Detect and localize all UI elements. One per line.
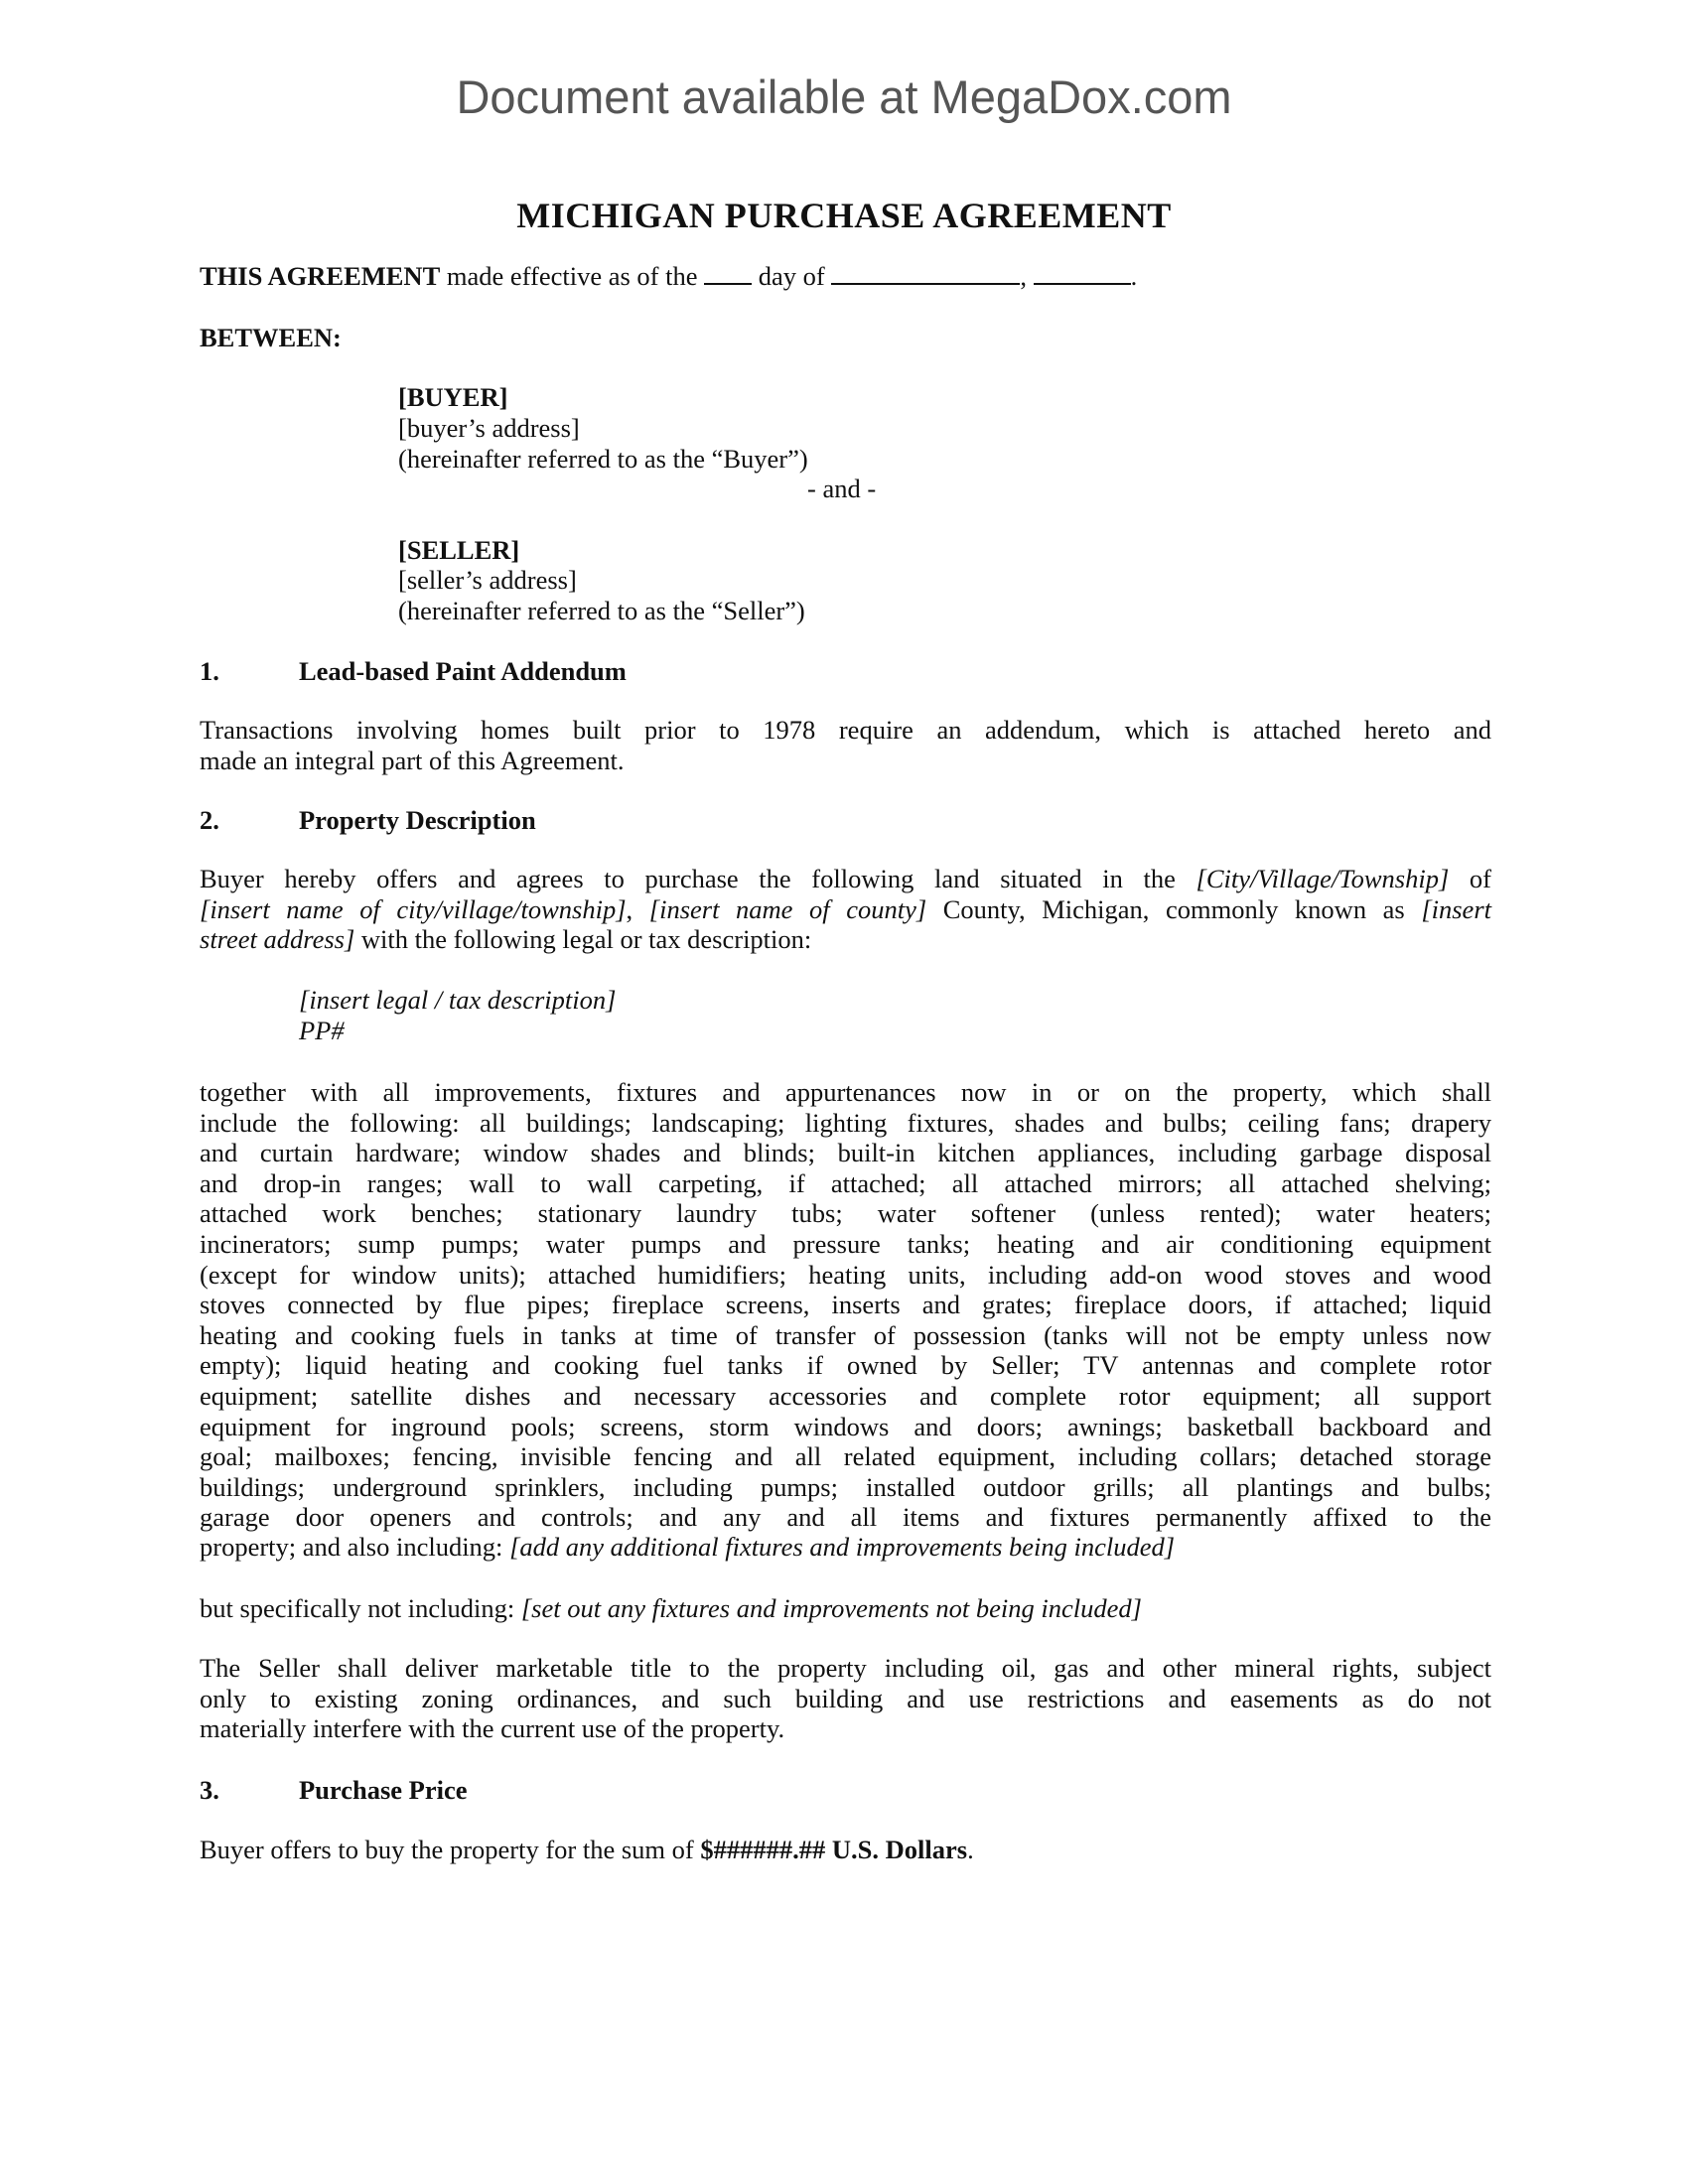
paragraph-line: heating and cooking fuels in tanks at time of transfer of possession (tanks will not be empty unless now — [200, 1319, 1491, 1350]
placeholder-text: [insert name of county] — [648, 894, 927, 924]
text: , — [626, 894, 649, 924]
seller-address: [seller’s address] — [398, 565, 577, 595]
section-3-heading — [200, 1775, 1491, 1806]
placeholder-text: [set out any fixtures and improvements not being included] — [520, 1593, 1142, 1623]
buyer-address: [buyer’s address] — [398, 413, 580, 443]
text: Buyer offers to buy the property for the sum of — [200, 1835, 701, 1864]
text: but specifically not including: — [200, 1593, 521, 1623]
paragraph-line: stoves connected by flue pipes; fireplace screens, inserts and grates; fireplace doors, if attached; liquid — [200, 1290, 1491, 1320]
paragraph-line — [200, 894, 1491, 925]
paragraph-line: garage door openers and controls; and any and all items and fixtures permanently affixed to the — [200, 1502, 1491, 1533]
paragraph-line: Transactions involving homes built prior to 1978 require an addendum, which is attached hereto and — [200, 715, 1491, 745]
intro-text: , — [1020, 261, 1034, 291]
paragraph-line: equipment for inground pools; screens, storm windows and doors; awnings; basketball backboard and — [200, 1411, 1491, 1441]
placeholder-text: street address] — [200, 924, 355, 954]
purchase-price-line — [200, 1835, 1491, 1865]
pp-number-placeholder: PP# — [299, 1016, 345, 1045]
paragraph-line — [200, 924, 1491, 955]
text: Buyer hereby offers and agrees to purchase the following land situated in the — [200, 864, 1196, 893]
paragraph-line: only to existing zoning ordinances, and such building and use restrictions and easements as do not — [200, 1683, 1491, 1713]
seller-reference: (hereinafter referred to as the “Seller”) — [398, 596, 805, 625]
day-blank — [704, 261, 752, 285]
paragraph-line — [200, 1532, 1491, 1563]
effective-date-line — [200, 261, 1491, 292]
intro-bold: THIS AGREEMENT — [200, 261, 441, 291]
text: . — [967, 1835, 974, 1864]
paragraph-line: include the following: all buildings; landscaping; lighting fixtures, shades and bulbs; ceiling fans; drapery — [200, 1107, 1491, 1138]
buyer-reference: (hereinafter referred to as the “Buyer”) — [398, 444, 808, 474]
exclusions-line — [200, 1593, 1491, 1624]
intro-text: . — [1130, 261, 1138, 291]
intro-text: day of — [752, 261, 832, 291]
paragraph-line: and curtain hardware; window shades and blinds; built-in kitchen appliances, including garbage disposal — [200, 1138, 1491, 1168]
text: County, Michigan, commonly known as — [926, 894, 1422, 924]
month-blank — [831, 261, 1020, 285]
placeholder-text: [add any additional fixtures and improvements being included] — [509, 1532, 1176, 1562]
paragraph-line: together with all improvements, fixtures and appurtenances now in or on the property, which shall — [200, 1077, 1491, 1107]
buyer-name: [BUYER] — [398, 382, 508, 412]
year-blank — [1034, 261, 1131, 285]
section-title: Lead-based Paint Addendum — [299, 656, 627, 686]
paragraph-line: equipment; satellite dishes and necessary accessories and complete rotor equipment; all support — [200, 1381, 1491, 1411]
paragraph-line: (except for window units); attached humidifiers; heating units, including add-on wood stoves and wood — [200, 1259, 1491, 1290]
paragraph-line: buildings; underground sprinklers, including pumps; installed outdoor grills; all plantings and bulbs; — [200, 1471, 1491, 1502]
intro-text: made effective as of the — [440, 261, 705, 291]
section-number: 2. — [200, 805, 219, 835]
and-separator: - and - — [807, 474, 877, 503]
section-number: 1. — [200, 656, 219, 686]
paragraph-line: empty); liquid heating and cooking fuel tanks if owned by Seller; TV antennas and complete rotor — [200, 1350, 1491, 1381]
paragraph-line — [200, 864, 1491, 894]
section-number: 3. — [200, 1775, 219, 1805]
paragraph-line: made an integral part of this Agreement. — [200, 745, 625, 775]
text: with the following legal or tax description: — [354, 924, 812, 954]
between-label: BETWEEN: — [200, 323, 342, 352]
paragraph-line: and drop-in ranges; wall to wall carpeting, if attached; all attached mirrors; all attached shelving; — [200, 1167, 1491, 1198]
placeholder-text: [City/Village/Township] — [1196, 864, 1450, 893]
section-2-heading — [200, 805, 1491, 836]
price-amount: $######.## U.S. Dollars — [700, 1835, 968, 1864]
watermark-header: Document available at MegaDox.com — [456, 70, 1232, 123]
paragraph-line: goal; mailboxes; fencing, invisible fencing and all related equipment, including collars; detached storage — [200, 1441, 1491, 1472]
document-title: MICHIGAN PURCHASE AGREEMENT — [516, 196, 1172, 235]
placeholder-text: [insert name of city/village/township] — [200, 894, 627, 924]
paragraph-line: materially interfere with the current use of the property. — [200, 1713, 785, 1744]
section-title: Purchase Price — [299, 1775, 468, 1805]
legal-description-placeholder: [insert legal / tax description] — [299, 985, 617, 1015]
paragraph-line: The Seller shall deliver marketable title to the property including oil, gas and other mineral rights, subject — [200, 1653, 1491, 1683]
paragraph-line: incinerators; sump pumps; water pumps and pressure tanks; heating and air conditioning equipment — [200, 1229, 1491, 1259]
text: property; and also including: — [200, 1532, 510, 1562]
paragraph-line: attached work benches; stationary laundry tubs; water softener (unless rented); water heaters; — [200, 1198, 1491, 1229]
seller-name: [SELLER] — [398, 535, 520, 565]
text: of — [1449, 864, 1491, 893]
section-1-heading — [200, 656, 1491, 687]
placeholder-text: [insert — [1421, 894, 1491, 924]
section-title: Property Description — [299, 805, 536, 835]
